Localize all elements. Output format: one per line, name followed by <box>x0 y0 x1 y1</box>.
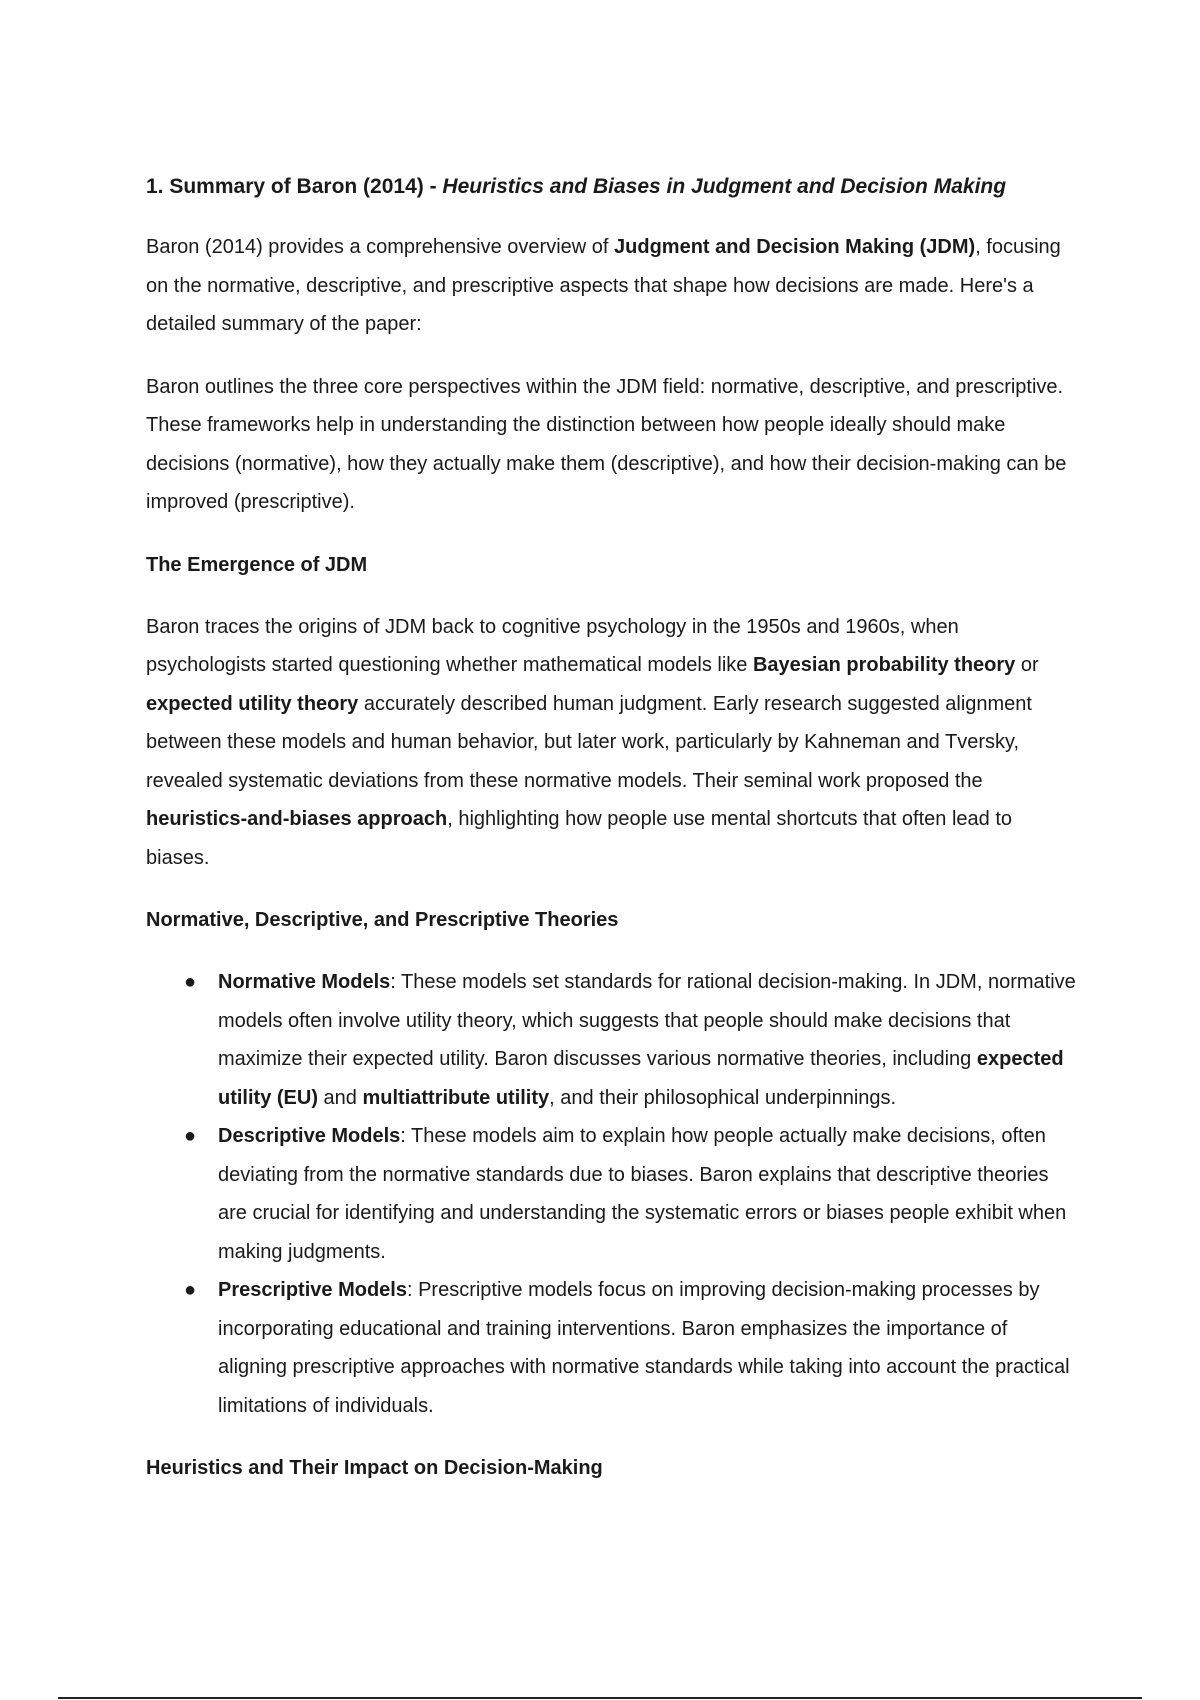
emergence-bold-eut: expected utility theory <box>146 692 359 715</box>
list-item-descriptive <box>146 1117 1076 1271</box>
title-paper-name: Heuristics and Biases in Judgment and Decision Making <box>442 175 1007 198</box>
list-item-normative <box>146 963 1076 1117</box>
emergence-text-1: Baron traces the origins of JDM back to cognitive psychology in the 1950s and 1960s, when psychologists started questioning whether mathematical models like <box>146 615 959 676</box>
bullet-icon: ● <box>184 1279 197 1301</box>
normative-text-3: , and their philosophical underpinnings. <box>549 1086 897 1109</box>
document-title <box>146 170 1076 204</box>
heuristics-heading: Heuristics and Their Impact on Decision-Making <box>146 1457 603 1479</box>
emergence-text-3: accurately described human judgment. Early research suggested alignment between these models and human behavior, but later work, particularly by Kahneman and Tversky, revealed systematic deviations from these normative models. Their seminal work proposed the <box>146 692 1032 792</box>
emergence-text-2: or <box>1015 654 1039 676</box>
emergence-paragraph <box>146 608 1076 878</box>
intro-bold-jdm: Judgment and Decision Making (JDM) <box>614 236 976 258</box>
normative-text-2: and <box>318 1086 363 1109</box>
intro-text-1: Baron (2014) provides a comprehensive overview of <box>146 236 615 258</box>
prescriptive-label: Prescriptive Models <box>218 1279 407 1301</box>
normative-bold-eu: expected utility (EU) <box>218 1048 1064 1109</box>
normative-bold-mau: multiattribute utility <box>362 1086 550 1109</box>
overview-paragraph: Baron outlines the three core perspectives within the JDM field: normative, descriptive, and prescriptive. These frameworks help in understanding the distinction between how people ideally should make decisions (normative), how they actually make them (descriptive), and how their decision-making can be improved (prescriptive). <box>146 375 1067 513</box>
descriptive-label: Descriptive Models <box>218 1125 401 1147</box>
emergence-text-4: , highlighting how people use mental shortcuts that often lead to biases. <box>146 808 1013 869</box>
bullet-icon: ● <box>184 1125 197 1147</box>
title-prefix: 1. Summary of Baron (2014) - <box>146 175 443 198</box>
theories-heading: Normative, Descriptive, and Prescriptive Theories <box>146 909 619 931</box>
emergence-heading: The Emergence of JDM <box>146 553 368 576</box>
intro-paragraph <box>146 228 1076 344</box>
intro-text-2: , focusing on the normative, descriptive, and prescriptive aspects that shape how decisions are made. Here's a detailed summary of the paper: <box>146 236 1061 335</box>
theories-list <box>146 963 1076 1425</box>
emergence-bold-heuristics: heuristics-and-biases approach <box>146 808 448 830</box>
bullet-icon: ● <box>184 971 197 993</box>
normative-text-1: : These models set standards for rational decision-making. In JDM, normative models often involve utility theory, which suggests that people should make decisions that maximize their expected utility. Baron discusses various normative theories, including <box>218 971 1076 1070</box>
list-item-prescriptive <box>146 1271 1076 1425</box>
emergence-bold-bayesian: Bayesian probability theory <box>752 654 1016 676</box>
document-content <box>146 170 1076 1511</box>
prescriptive-text-1: : Prescriptive models focus on improving decision-making processes by incorporating educational and training interventions. Baron emphasizes the importance of aligning prescriptive approaches with normative standards while taking into account the practical limitations of individuals. <box>218 1279 1070 1417</box>
normative-label: Normative Models <box>218 971 391 993</box>
page-bottom-rule <box>58 1697 1142 1699</box>
descriptive-text-1: : These models aim to explain how people actually make decisions, often deviating from the normative standards due to biases. Baron explains that descriptive theories are crucial for identifying and understanding the systematic errors or biases people exhibit when making judgments. <box>218 1125 1067 1263</box>
